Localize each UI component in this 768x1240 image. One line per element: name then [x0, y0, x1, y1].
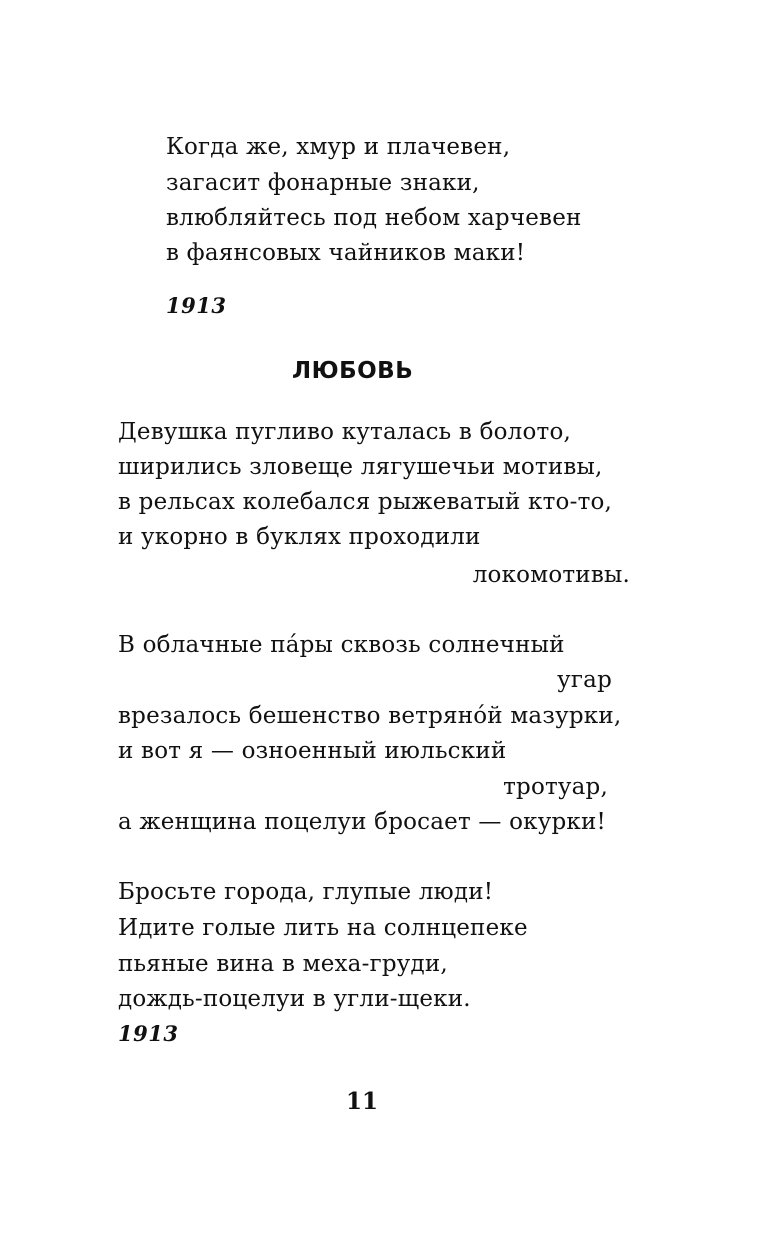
verse-line: дождь-поцелуи в угли-щеки.	[118, 986, 471, 1012]
verse-line: Когда же, хмур и плачевен,	[166, 134, 511, 160]
verse-line: в фаянсовых чайников маки!	[166, 240, 526, 266]
verse-line: пьяные вина в меха-груди,	[118, 951, 448, 977]
verse-line: и вот я — озноенный июльский	[118, 738, 507, 764]
verse-line: Идите голые лить на солнцепеке	[118, 915, 528, 941]
verse-line-continuation: угар	[557, 667, 612, 693]
verse-line-continuation: локомотивы.	[472, 562, 630, 588]
verse-line-continuation: тротуар,	[503, 774, 608, 800]
verse-line: в рельсах колебался рыжеватый кто-то,	[118, 489, 613, 515]
page-number: 11	[346, 1088, 379, 1115]
verse-line: ширились зловеще лягушечьи мотивы,	[118, 454, 603, 480]
verse-line: врезалось бешенство ветряно́й мазурки,	[118, 703, 622, 729]
poem-date: 1913	[166, 293, 227, 318]
verse-line: Девушка пугливо куталась в болото,	[118, 419, 572, 445]
poem-date: 1913	[118, 1021, 179, 1046]
verse-line: и укорно в буклях проходили	[118, 524, 481, 550]
verse-line: Бросьте города, глупые люди!	[118, 879, 494, 905]
verse-line: а женщина поцелуи бросает — окурки!	[118, 809, 606, 835]
verse-line: загасит фонарные знаки,	[166, 170, 480, 196]
verse-line: влюбляйтесь под небом харчевен	[166, 205, 582, 231]
verse-line: В облачные па́ры сквозь солнечный	[118, 632, 565, 658]
poem-title: ЛЮБОВЬ	[292, 358, 414, 384]
